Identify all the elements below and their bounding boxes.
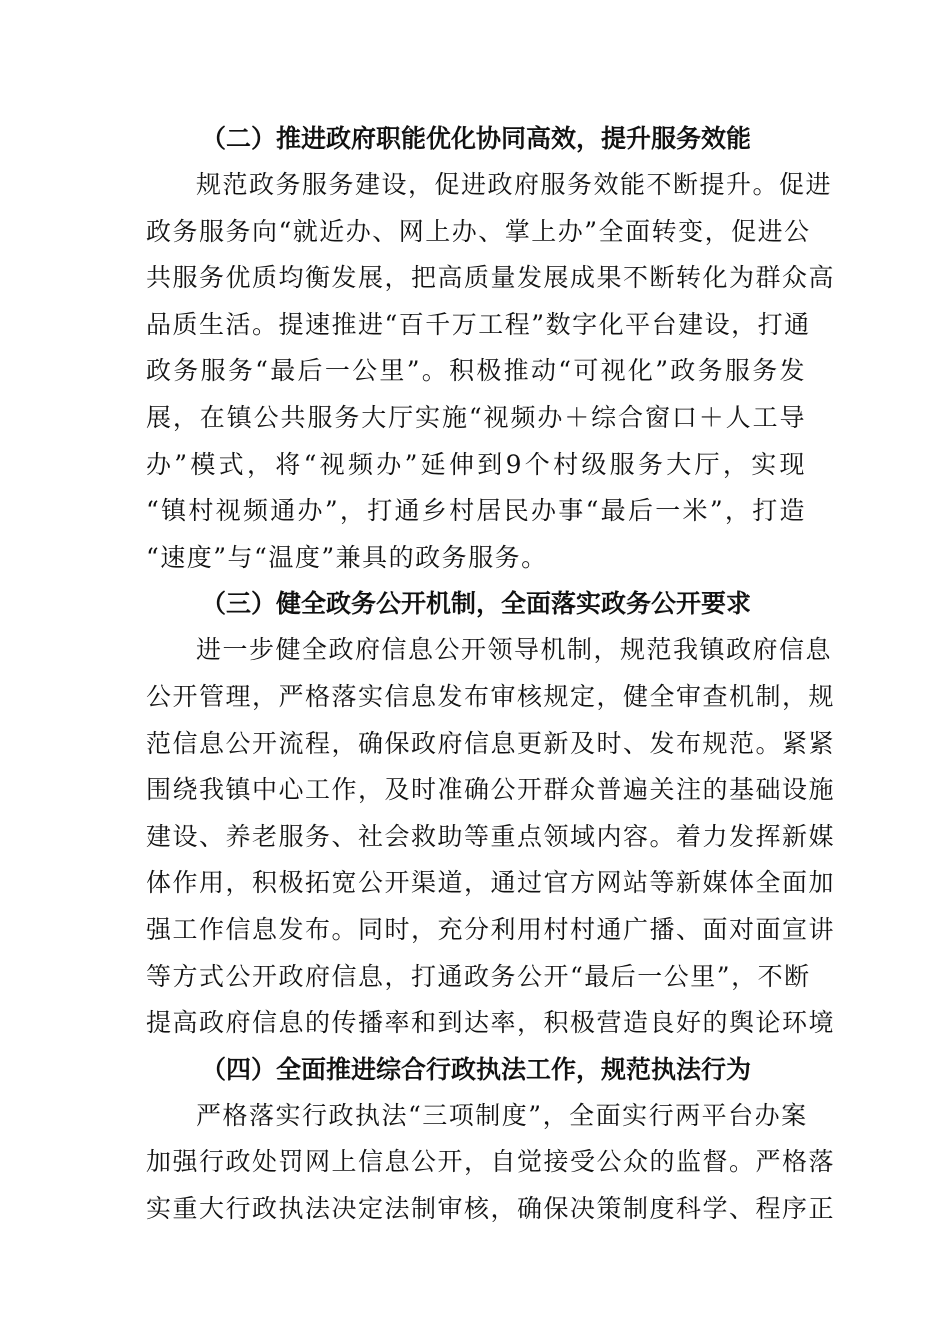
paragraph-line: “速度”与“温度”兼具的政务服务。 [146,542,548,572]
paragraph-line: 严格落实行政执法“三项制度”，全面实行两平台办案 [196,1100,808,1130]
paragraph-line: 进一步健全政府信息公开领导机制，规范我镇政府信息 [196,635,833,665]
paragraph-line: 强工作信息发布。同时，充分利用村村通广播、面对面宣讲 [146,914,836,944]
paragraph-line: 提高政府信息的传播率和到达率，积极营造良好的舆论环境 [146,1008,836,1038]
paragraph-line: 范信息公开流程，确保政府信息更新及时、发布规范。紧紧 [146,728,836,758]
paragraph-line: 办”模式，将“视频办”延伸到9个村级服务大厅，实现 [146,449,806,479]
section-heading-4: （四）全面推进综合行政执法工作，规范执法行为 [200,1054,751,1084]
paragraph-line: 围绕我镇中心工作，及时准确公开群众普遍关注的基础设施 [146,775,836,805]
paragraph-line: 政务服务向“就近办、网上办、掌上办”全面转变，促进公 [146,216,811,246]
paragraph-line: 展，在镇公共服务大厅实施“视频办＋综合窗口＋人工导 [146,402,806,432]
document-body [146,116,836,1232]
paragraph-line: “镇村视频通办”，打通乡村居民办事“最后一米”，打造 [146,496,807,526]
paragraph-line: 共服务优质均衡发展，把高质量发展成果不断转化为群众高 [146,263,836,293]
paragraph-line: 政务服务“最后一公里”。积极推动“可视化”政务服务发 [146,356,806,386]
section-paragraph-4 [146,1093,836,1233]
paragraph-line: 体作用，积极拓宽公开渠道，通过官方网站等新媒体全面加 [146,868,836,898]
paragraph-line: 公开管理，严格落实信息发布审核规定，健全审查机制，规 [146,681,836,711]
paragraph-line: 品质生活。提速推进“百千万工程”数字化平台建设，打通 [146,309,811,339]
paragraph-line: 规范政务服务建设，促进政府服务效能不断提升。促进 [196,170,833,199]
section-heading-3: （三）健全政务公开机制，全面落实政务公开要求 [200,589,751,619]
paragraph-line: 加强行政处罚网上信息公开，自觉接受公众的监督。严格落 [146,1147,836,1177]
section-paragraph-2 [146,162,836,581]
section-paragraph-3 [146,627,836,1046]
paragraph-line: 实重大行政执法决定法制审核，确保决策制度科学、程序正 [146,1193,836,1223]
paragraph-line: 建设、养老服务、社会救助等重点领域内容。着力发挥新媒 [146,821,836,851]
paragraph-line: 等方式公开政府信息，打通政务公开“最后一公里”，不断 [146,961,811,991]
section-heading-2: （二）推进政府职能优化协同高效，提升服务效能 [200,124,751,153]
